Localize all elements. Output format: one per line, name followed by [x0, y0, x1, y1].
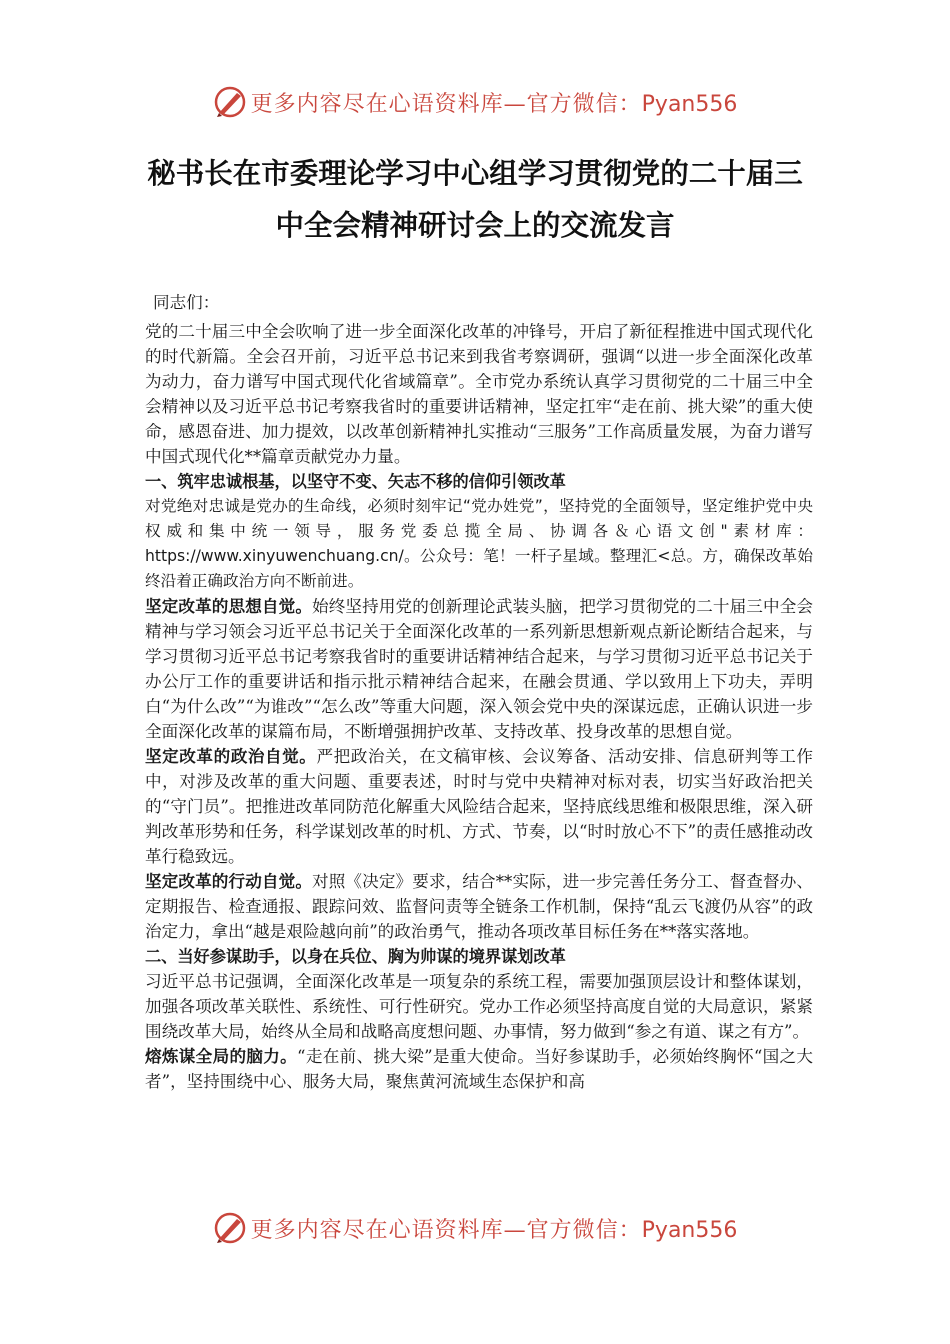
salutation: 同志们：	[153, 293, 220, 312]
text-ideological: 始终坚持用党的创新理论武装头脑，把学习贯彻党的二十届三中全会精神与学习领会习近平总书记关于全面深化改革的一系列新思想新观点新论断结合起来，与学习贯彻习近平总书记考察我省时的重要讲话精神结合起来，与学习贯彻习近平总书记关于办公厅工作的重要讲话和指示批示精神结合起来，在融会贯通、学以致用上下功夫，弄明白“为什么改”“为谁改”“怎么改”等重大问题，深入领会党中央的深谋远虑，正确认识进一步全面深化改革的谋篇布局，不断增强拥护改革、支持改革、投身改革的思想自觉。	[145, 597, 814, 741]
text-brainpower: “走在前、挑大梁”是重大使命。当好参谋助手，必须始终胸怀“国之大者”，坚持围绕中心、服务大局，聚焦黄河流域生态保护和高	[145, 1047, 814, 1091]
text-action: 对照《决定》要求，结合**实际，进一步完善任务分工、督查督办、定期报告、检查通报、跟踪问效、监督问责等全链条工作机制，保持“乱云飞渡仍从容”的政治定力，拿出“越是艰险越向前”的政治勇气，推动各项改革目标任务在**落实落地。	[145, 872, 814, 941]
banner-text: 更多内容尽在心语资料库—官方微信：Pyan556	[250, 91, 738, 117]
section-heading-2: 二、当好参谋助手，以身在兵位、胸为帅谋的境界谋划改革	[145, 947, 566, 966]
lead-brainpower: 熔炼谋全局的脑力。	[145, 1047, 298, 1066]
title-line-2: 中全会精神研讨会上的交流发言	[275, 209, 675, 242]
banner-wechat-id: Pyan556	[641, 1217, 738, 1243]
paragraph-ideological	[145, 594, 813, 744]
section-2-paragraph: 习近平总书记强调，全面深化改革是一项复杂的系统工程，需要加强顶层设计和整体谋划，加强各项改革关联性、系统性、可行性研究。党办工作必须坚持高度自觉的大局意识，紧紧围绕改革大局，始终从全局和战略高度想问题、办事情，努力做到“参之有道、谋之有方”。	[145, 972, 813, 1041]
lead-action: 坚定改革的行动自觉。	[145, 872, 313, 891]
header-banner	[0, 82, 950, 122]
section-heading-1: 一、筑牢忠诚根基，以坚守不变、矢志不移的信仰引领改革	[145, 472, 566, 491]
paragraph-political	[145, 744, 813, 869]
paragraph-action	[145, 869, 813, 944]
intro-paragraph: 党的二十届三中全会吹响了进一步全面深化改革的冲锋号，开启了新征程推进中国式现代化的时代新篇。全会召开前，习近平总书记来到我省考察调研，强调“以进一步全面深化改革为动力，奋力谱写中国式现代化省域篇章”。全市党办系统认真学习贯彻党的二十届三中全会精神以及习近平总书记考察我省时的重要讲话精神，坚定扛牢“走在前、挑大梁”的重大使命，感恩奋进、加力提效，以改革创新精神扎实推动“三服务”工作高质量发展，为奋力谱写中国式现代化**篇章贡献党办力量。	[145, 322, 813, 466]
lead-ideological: 坚定改革的思想自觉。	[145, 597, 313, 616]
footer-banner	[0, 1208, 950, 1248]
banner-wechat-id: Pyan556	[641, 91, 738, 117]
pen-circle-logo	[213, 85, 247, 119]
pen-circle-logo	[213, 1211, 247, 1245]
paragraph-brainpower	[145, 1044, 813, 1094]
document-title	[100, 148, 850, 252]
banner-text: 更多内容尽在心语资料库—官方微信：Pyan556	[250, 1217, 738, 1243]
text-political: 严把政治关，在文稿审核、会议筹备、活动安排、信息研判等工作中，对涉及改革的重大问题、重要表述，时时与党中央精神对标对表，切实当好政治把关的“守门员”。把推进改革同防范化解重大风险结合起来，坚持底线思维和极限思维，深入研判改革形势和任务，科学谋划改革的时机、方式、节奏，以“时时放心不下”的责任感推动改革行稳致远。	[145, 747, 814, 866]
section-1-paragraph: 对党绝对忠诚是党办的生命线，必须时刻牢记“党办姓党”，坚持党的全面领导，坚定维护党中央权威和集中统一领导，服务党委总揽全局、协调各＆心语文创"素材库：https://www.xinyuwenchuang.cn/。公众号：笔！一杆子星域。整理汇<总。方，确保改革始终沿着正确政治方向不断前进。	[145, 497, 813, 590]
lead-political: 坚定改革的政治自觉。	[145, 747, 317, 766]
title-line-1: 秘书长在市委理论学习中心组学习贯彻党的二十届三	[147, 157, 803, 190]
document-body	[145, 290, 813, 1094]
